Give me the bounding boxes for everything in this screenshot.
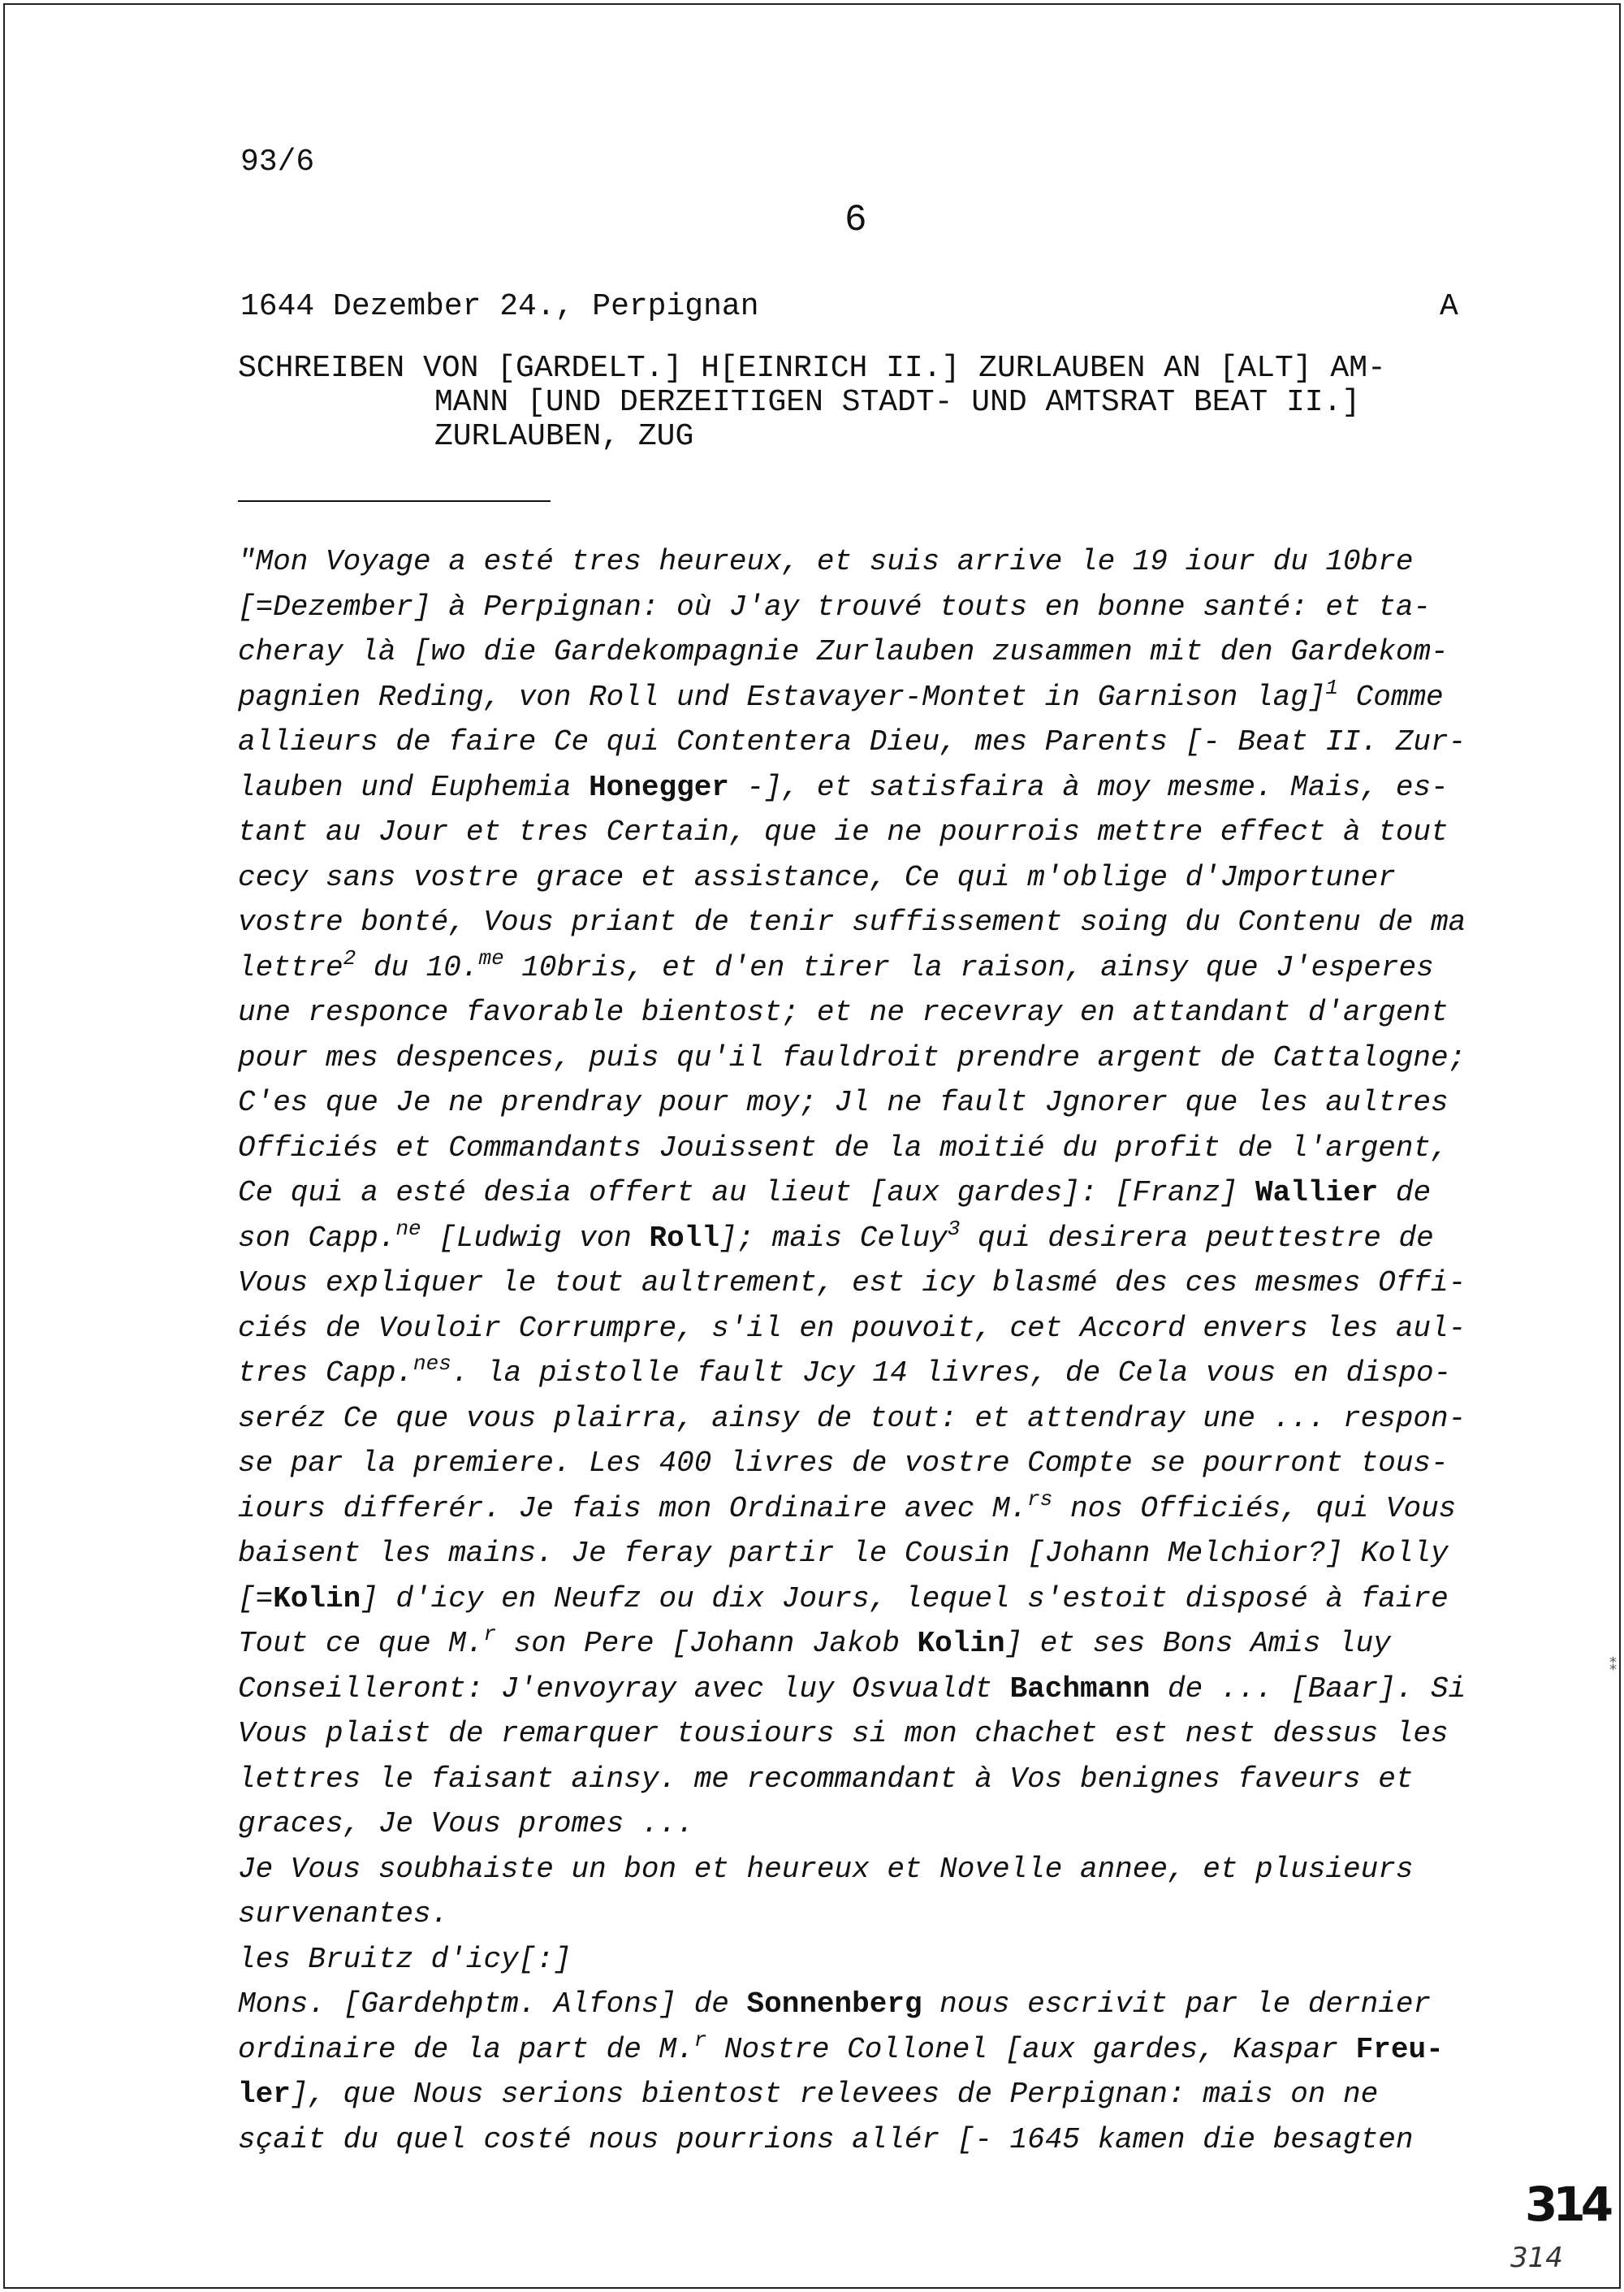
body-line: pour mes despences, puis qu'il fauldroit prendre argent de Cattalogne;	[238, 1040, 1466, 1075]
body-line: tres Capp.$^{nes}$. la pistolle fault Jcy 14 livres, de Cela vous en dispo-	[238, 1351, 1452, 1390]
person-name: Honegger	[589, 770, 729, 804]
title-line-3: ZURLAUBEN, ZUG	[434, 419, 694, 454]
body-line: cecy sans vostre grace et assistance, Ce qui m'oblige d'Jmportuner	[238, 860, 1396, 894]
body-line: vostre bonté, Vous priant de tenir suffissement soing du Contenu de ma	[238, 906, 1466, 939]
body-line: [=Dezember] à Perpignan: où J'ay trouvé touts en bonne santé: et ta-	[238, 590, 1432, 624]
person-name: Wallier	[1255, 1176, 1379, 1209]
document-title	[238, 352, 1386, 454]
body-line: cheray là [wo die Gardekompagnie Zurlauben zusammen mit den Gardekom-	[238, 635, 1449, 668]
body-line: "Mon Voyage a esté tres heureux, et suis arrive le 19 iour du 10bre	[238, 545, 1414, 578]
body-line: lettre$^2$ du 10.$^{me}$ 10bris, et d'en tirer la raison, ainsy que J'esperes	[238, 945, 1434, 984]
person-name: ler	[238, 2078, 291, 2111]
body-line: ordinaire de la part de M.$^r$ Nostre Collonel [aux gardes, Kaspar Freu-	[238, 2027, 1444, 2066]
body-line: tant au Jour et tres Certain, que ie ne pourrois mettre effect à tout	[238, 815, 1449, 849]
body-line: Conseilleront: J'envoyray avec luy Osvualdt Bachmann de ... [Baar]. Si	[238, 1671, 1466, 1706]
body-line: baisent les mains. Je feray partir le Cousin [Johann Melchior?] Kolly	[238, 1537, 1449, 1570]
document-type-letter: A	[1440, 289, 1458, 324]
person-name: Sonnenberg	[746, 1987, 922, 2021]
body-line: Tout ce que M.$^r$ son Pere [Johann Jakob Kolin] et ses Bons Amis luy	[238, 1622, 1391, 1660]
person-name: Kolin	[917, 1627, 1005, 1660]
letter-body	[238, 539, 1505, 2162]
body-line: Vous expliquer le tout aultrement, est icy blasmé des ces mesmes Offi-	[238, 1266, 1466, 1300]
body-line: sçait du quel costé nous pourrions allér [- 1645 kamen die besagten	[238, 2122, 1414, 2156]
body-line: [=Kolin] d'icy en Neufz ou dix Jours, lequel s'estoit disposé à faire	[238, 1581, 1449, 1615]
footnote-ref: 1	[1325, 675, 1339, 700]
person-name: Bachmann	[1009, 1671, 1151, 1706]
body-line: pagnien Reding, von Roll und Estavayer-Montet in Garnison lag]$^1$ Comme	[238, 675, 1444, 714]
footnote-ref: 3	[947, 1216, 961, 1241]
person-name: Roll	[649, 1221, 719, 1255]
page-number-stamp: 314	[1525, 2177, 1609, 2232]
body-line: lettres le faisant ainsy. me recommandant à Vos benignes faveurs et	[238, 1762, 1414, 1796]
body-line: allieurs de faire Ce qui Contentera Dieu, mes Parents [- Beat II. Zur-	[238, 725, 1466, 759]
body-line: survenantes.	[238, 1897, 449, 1931]
body-line: ler], que Nous serions bientost relevees de Perpignan: mais on ne	[238, 2078, 1379, 2111]
archive-reference: 93/6	[240, 145, 315, 179]
body-line: Ce qui a esté desia offert au lieut [aux gardes]: [Franz] Wallier de	[238, 1176, 1432, 1209]
body-line: ciés de Vouloir Corrumpre, s'il en pouvoit, cet Accord envers les aul-	[238, 1311, 1466, 1345]
body-line: seréz Ce que vous plairra, ainsy de tout: et attendray une ... respon-	[238, 1401, 1466, 1435]
scan-mark: ⁑	[1609, 1658, 1617, 1675]
body-line: Mons. [Gardehptm. Alfons] de Sonnenberg nous escrivit par le dernier	[238, 1987, 1432, 2021]
body-line: Je Vous soubhaiste un bon et heureux et Novelle annee, et plusieurs	[238, 1852, 1414, 1886]
body-line: se par la premiere. Les 400 livres de vostre Compte se pourront tous-	[238, 1447, 1449, 1480]
person-name: Kolin	[273, 1581, 361, 1615]
body-line: Officiés et Commandants Jouissent de la moitié du profit de l'argent,	[238, 1131, 1449, 1165]
footnote-ref: 2	[343, 945, 356, 971]
date-place: 1644 Dezember 24., Perpignan	[240, 289, 759, 324]
title-line-1: SCHREIBEN VON [GARDELT.] H[EINRICH II.] ZURLAUBEN AN [ALT] AM-	[238, 351, 1386, 386]
body-line: C'es que Je ne prendray pour moy; Jl ne fault Jgnorer que les aultres	[238, 1086, 1449, 1119]
body-line: Vous plaist de remarquer tousiours si mon chachet est nest dessus les	[238, 1717, 1449, 1750]
body-line: iours differér. Je fais mon Ordinaire avec M.$^{rs}$ nos Officiés, qui Vous	[238, 1486, 1457, 1525]
title-divider	[238, 500, 551, 502]
body-line: lauben und Euphemia Honegger -], et satisfaira à moy mesme. Mais, es-	[238, 770, 1449, 804]
person-name: Freu-	[1355, 2032, 1444, 2066]
body-line: graces, Je Vous promes ...	[238, 1807, 694, 1840]
title-line-2: MANN [UND DERZEITIGEN STADT- UND AMTSRAT BEAT II.]	[434, 385, 1361, 420]
page-number-handwritten: 314	[1510, 2242, 1563, 2274]
document-number: 6	[844, 199, 867, 241]
body-line: son Capp.$^{ne}$ [Ludwig von Roll]; mais Celuy$^3$ qui desirera peuttestre de	[238, 1216, 1434, 1255]
body-line: une responce favorable bientost; et ne recevray en attandant d'argent	[238, 996, 1449, 1029]
body-line: les Bruitz d'icy[:]	[238, 1942, 572, 1976]
